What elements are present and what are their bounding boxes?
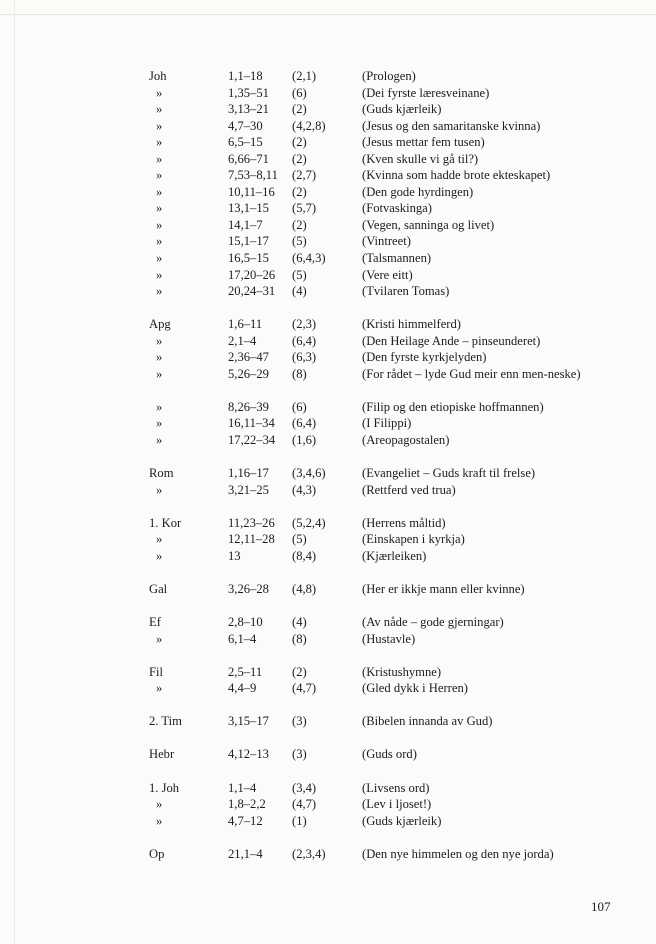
passage-title: (Den Heilage Ande – pinseunderet) [362, 333, 541, 348]
theme-numbers: (2,3,4) [292, 846, 326, 861]
ditto-mark: » [156, 284, 163, 299]
reading-row [0, 415, 656, 432]
ditto-mark: » [156, 184, 163, 199]
reading-row [0, 680, 656, 697]
reading-row [0, 432, 656, 449]
passage-title: (Kjærleiken) [362, 548, 427, 563]
verse-reference: 15,1–17 [228, 234, 269, 249]
book-name: 2. Tim [149, 714, 182, 729]
ditto-mark: » [156, 267, 163, 282]
scan-edge-top [0, 14, 656, 15]
ditto-mark: » [156, 333, 163, 348]
passage-title: (Rettferd ved trua) [362, 482, 456, 497]
theme-numbers: (4,8) [292, 581, 317, 596]
book-name: Rom [149, 466, 174, 481]
passage-title: (Den gode hyrdingen) [362, 184, 474, 199]
theme-numbers: (2) [292, 151, 307, 166]
passage-title: (Jesus og den samaritanske kvinna) [362, 118, 541, 133]
ditto-mark: » [156, 251, 163, 266]
verse-reference: 21,1–4 [228, 846, 263, 861]
reading-row [0, 581, 656, 598]
theme-numbers: (4,3) [292, 482, 317, 497]
reading-row [0, 134, 656, 151]
ditto-mark: » [156, 416, 163, 431]
verse-reference: 5,26–29 [228, 366, 269, 381]
theme-numbers: (8) [292, 366, 307, 381]
passage-title: (Jesus mettar fem tusen) [362, 135, 485, 150]
book-name: Op [149, 846, 165, 861]
verse-reference: 2,36–47 [228, 350, 269, 365]
theme-numbers: (2) [292, 217, 307, 232]
reading-row [0, 366, 656, 399]
reading-row [0, 531, 656, 548]
passage-title: (Hustavle) [362, 631, 416, 646]
verse-reference: 6,66–71 [228, 151, 269, 166]
verse-reference: 10,11–16 [228, 184, 275, 199]
reading-row [0, 316, 656, 333]
passage-title: (Kven skulle vi gå til?) [362, 151, 479, 166]
passage-title: (Vintreet) [362, 234, 411, 249]
passage-title: (Kristi himmelferd) [362, 317, 461, 332]
verse-reference: 1,8–2,2 [228, 797, 266, 812]
theme-numbers: (1) [292, 813, 307, 828]
reading-row [0, 713, 656, 730]
passage-title: (Dei fyrste læresveinane) [362, 85, 490, 100]
passage-title: (Guds ord) [362, 747, 417, 762]
reading-row [0, 846, 656, 879]
reading-row [0, 283, 656, 300]
ditto-mark: » [156, 118, 163, 133]
verse-reference: 2,1–4 [228, 333, 257, 348]
theme-numbers: (3,4,6) [292, 466, 326, 481]
theme-numbers: (5) [292, 267, 307, 282]
passage-title: (Her er ikkje mann eller kvinne) [362, 581, 525, 596]
scripture-reading-list [0, 68, 656, 879]
reading-row [0, 746, 656, 763]
ditto-mark: » [156, 681, 163, 696]
verse-reference: 16,5–15 [228, 251, 269, 266]
book-name: Fil [149, 664, 164, 679]
ditto-mark: » [156, 102, 163, 117]
verse-reference: 16,11–34 [228, 416, 275, 431]
theme-numbers: (6) [292, 399, 307, 414]
reading-row [0, 465, 656, 482]
ditto-mark: » [156, 217, 163, 232]
book-name: Apg [149, 317, 171, 332]
ditto-mark: » [156, 482, 163, 497]
reading-row [0, 482, 656, 499]
passage-title: (Den fyrste kyrkjelyden) [362, 350, 487, 365]
verse-reference: 6,5–15 [228, 135, 263, 150]
reading-row [0, 85, 656, 102]
passage-title: (For rådet – lyde Gud meir enn men-neske) [362, 366, 581, 381]
passage-title: (Guds kjærleik) [362, 102, 442, 117]
theme-numbers: (4,7) [292, 797, 317, 812]
reading-row [0, 399, 656, 416]
verse-reference: 11,23–26 [228, 515, 275, 530]
verse-reference: 1,1–4 [228, 780, 257, 795]
book-name: Gal [149, 581, 168, 596]
verse-reference: 14,1–7 [228, 217, 263, 232]
reading-row [0, 200, 656, 217]
theme-numbers: (2,1) [292, 69, 317, 83]
theme-numbers: (2,3) [292, 317, 317, 332]
theme-numbers: (2) [292, 102, 307, 117]
ditto-mark: » [156, 433, 163, 448]
verse-reference: 17,22–34 [228, 433, 276, 448]
book-name: Ef [149, 615, 161, 630]
verse-reference: 3,21–25 [228, 482, 269, 497]
theme-numbers: (5) [292, 234, 307, 249]
reading-row [0, 548, 656, 565]
verse-reference: 1,1–18 [228, 69, 263, 83]
verse-reference: 2,5–11 [228, 664, 263, 679]
passage-title: (Av nåde – gode gjerningar) [362, 615, 504, 630]
verse-reference: 1,16–17 [228, 466, 269, 481]
ditto-mark: » [156, 631, 163, 646]
passage-title: (Den nye himmelen og den nye jorda) [362, 846, 554, 861]
verse-reference: 8,26–39 [228, 399, 269, 414]
theme-numbers: (6,4) [292, 416, 317, 431]
reading-row [0, 349, 656, 366]
ditto-mark: » [156, 813, 163, 828]
verse-reference: 7,53–8,11 [228, 168, 278, 183]
reading-row [0, 664, 656, 681]
verse-reference: 4,7–30 [228, 118, 263, 133]
ditto-mark: » [156, 151, 163, 166]
verse-reference: 13,1–15 [228, 201, 269, 216]
verse-reference: 4,12–13 [228, 747, 269, 762]
theme-numbers: (3) [292, 747, 307, 762]
reading-row [0, 780, 656, 797]
reading-row [0, 333, 656, 350]
book-name: 1. Kor [149, 515, 182, 530]
passage-title: (I Filippi) [362, 416, 412, 431]
verse-reference: 4,7–12 [228, 813, 263, 828]
passage-title: (Areopagostalen) [362, 433, 450, 448]
ditto-mark: » [156, 532, 163, 547]
passage-title: (Vegen, sanninga og livet) [362, 217, 495, 232]
page-number: 107 [591, 899, 611, 914]
ditto-mark: » [156, 135, 163, 150]
verse-reference: 1,35–51 [228, 85, 269, 100]
theme-numbers: (6,4) [292, 333, 317, 348]
verse-reference: 3,15–17 [228, 714, 269, 729]
reading-row [0, 233, 656, 250]
ditto-mark: » [156, 85, 163, 100]
book-name: Joh [149, 69, 167, 83]
reading-row [0, 614, 656, 631]
passage-title: (Einskapen i kyrkja) [362, 532, 465, 547]
passage-title: (Livsens ord) [362, 780, 430, 795]
passage-title: (Lev i ljoset!) [362, 797, 432, 812]
verse-reference: 17,20–26 [228, 267, 276, 282]
reading-row [0, 515, 656, 532]
theme-numbers: (4) [292, 284, 307, 299]
reading-row [0, 813, 656, 830]
reading-row [0, 167, 656, 184]
verse-reference: 6,1–4 [228, 631, 257, 646]
theme-numbers: (4) [292, 615, 307, 630]
theme-numbers: (6,3) [292, 350, 317, 365]
theme-numbers: (2) [292, 664, 307, 679]
reading-row [0, 217, 656, 234]
ditto-mark: » [156, 399, 163, 414]
passage-title: (Kvinna som hadde brote ekteskapet) [362, 168, 551, 183]
passage-title: (Vere eitt) [362, 267, 413, 282]
verse-reference: 1,6–11 [228, 317, 263, 332]
theme-numbers: (6) [292, 85, 307, 100]
theme-numbers: (1,6) [292, 433, 317, 448]
theme-numbers: (5) [292, 532, 307, 547]
theme-numbers: (5,2,4) [292, 515, 326, 530]
passage-title: (Filip og den etiopiske hoffmannen) [362, 399, 544, 414]
passage-title: (Prologen) [362, 69, 416, 83]
theme-numbers: (8) [292, 631, 307, 646]
verse-reference: 20,24–31 [228, 284, 276, 299]
theme-numbers: (5,7) [292, 201, 317, 216]
theme-numbers: (2) [292, 184, 307, 199]
ditto-mark: » [156, 168, 163, 183]
ditto-mark: » [156, 366, 163, 381]
ditto-mark: » [156, 797, 163, 812]
verse-reference: 13 [228, 548, 241, 563]
reading-row [0, 250, 656, 267]
ditto-mark: » [156, 201, 163, 216]
theme-numbers: (2,7) [292, 168, 317, 183]
reading-row [0, 267, 656, 284]
passage-title: (Talsmannen) [362, 251, 432, 266]
verse-reference: 4,4–9 [228, 681, 257, 696]
passage-title: (Fotvaskinga) [362, 201, 432, 216]
passage-title: (Evangeliet – Guds kraft til frelse) [362, 466, 536, 481]
theme-numbers: (3,4) [292, 780, 317, 795]
passage-title: (Guds kjærleik) [362, 813, 442, 828]
ditto-mark: » [156, 548, 163, 563]
verse-reference: 2,8–10 [228, 615, 263, 630]
ditto-mark: » [156, 234, 163, 249]
verse-reference: 3,13–21 [228, 102, 269, 117]
theme-numbers: (3) [292, 714, 307, 729]
verse-reference: 3,26–28 [228, 581, 269, 596]
theme-numbers: (6,4,3) [292, 251, 326, 266]
theme-numbers: (4,2,8) [292, 118, 326, 133]
reading-row [0, 184, 656, 201]
reading-row [0, 796, 656, 813]
theme-numbers: (8,4) [292, 548, 317, 563]
passage-title: (Bibelen innanda av Gud) [362, 714, 493, 729]
verse-reference: 12,11–28 [228, 532, 275, 547]
theme-numbers: (4,7) [292, 681, 317, 696]
reading-row [0, 68, 656, 85]
reading-row [0, 118, 656, 135]
book-name: Hebr [149, 747, 175, 762]
passage-title: (Gled dykk i Herren) [362, 681, 468, 696]
passage-title: (Herrens måltid) [362, 515, 446, 530]
ditto-mark: » [156, 350, 163, 365]
reading-row [0, 101, 656, 118]
reading-row [0, 151, 656, 168]
passage-title: (Kristushymne) [362, 664, 442, 679]
theme-numbers: (2) [292, 135, 307, 150]
book-name: 1. Joh [149, 780, 180, 795]
passage-title: (Tvilaren Tomas) [362, 284, 450, 299]
reading-row [0, 631, 656, 648]
